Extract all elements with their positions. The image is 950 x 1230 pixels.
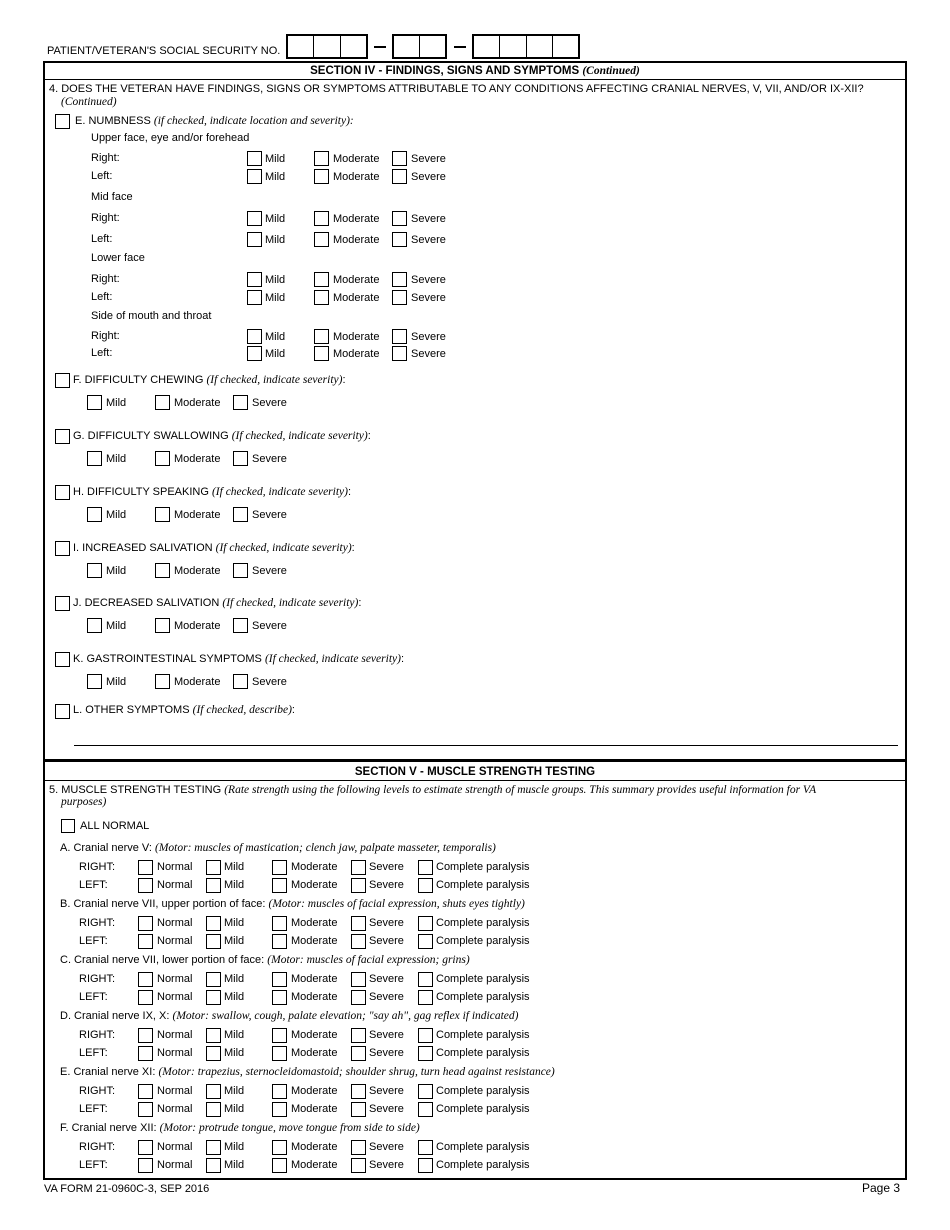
severity-label: Moderate: [174, 676, 221, 688]
nerve-left-normal-checkbox[interactable]: [138, 878, 153, 893]
strength-level-label: Mild: [224, 1159, 245, 1171]
nerve-right-severe-checkbox[interactable]: [351, 1084, 366, 1099]
nerve-right-moderate-checkbox[interactable]: [272, 1028, 287, 1043]
nerve-right-normal-checkbox[interactable]: [138, 1028, 153, 1043]
nerve-label: B. Cranial nerve VII, upper portion of face: (Motor: muscles of facial expression, shuts eyes tightly): [60, 898, 525, 910]
numbness-group-label: Side of mouth and throat: [91, 310, 212, 322]
nerve-left-moderate-checkbox[interactable]: [272, 934, 287, 949]
numbness-right-mild-checkbox[interactable]: [247, 329, 262, 344]
nerve-label: F. Cranial nerve XII: (Motor: protrude tongue, move tongue from side to side): [60, 1122, 420, 1134]
section-4-title: SECTION IV - FINDINGS, SIGNS AND SYMPTOMS (Continued): [44, 61, 906, 80]
severity-label: Mild: [106, 397, 127, 409]
nerve-label: A. Cranial nerve V: (Motor: muscles of mastication; clench jaw, palpate masseter, temporalis): [60, 842, 496, 854]
chewing-checkbox[interactable]: [55, 373, 70, 388]
numbness-left-moderate-checkbox[interactable]: [314, 290, 329, 305]
nerve-right-moderate-checkbox[interactable]: [272, 972, 287, 987]
nerve-right-label: RIGHT:: [79, 917, 116, 929]
other-symptoms-checkbox[interactable]: [55, 704, 70, 719]
question-4: 4. DOES THE VETERAN HAVE FINDINGS, SIGNS OR SYMPTOMS ATTRIBUTABLE TO ANY CONDITIONS AFFECTING CRANIAL NERVES, V, VII, AND/OR IX-XII?: [49, 83, 864, 95]
nerve-left-label: LEFT:: [79, 1103, 108, 1115]
severity-label: Severe: [252, 676, 287, 688]
severity-label: Severe: [411, 153, 446, 165]
strength-level-label: Complete paralysis: [436, 879, 530, 891]
severity-label: Severe: [411, 292, 446, 304]
page-number: Page 3: [862, 1181, 901, 1195]
strength-level-label: Mild: [224, 1141, 245, 1153]
numbness-left-severe-checkbox[interactable]: [392, 346, 407, 361]
severity-label: Moderate: [174, 509, 221, 521]
nerve-left-severe-checkbox[interactable]: [351, 1158, 366, 1173]
strength-level-label: Normal: [157, 879, 193, 891]
other-symptoms-label: L. OTHER SYMPTOMS (If checked, describe):: [73, 704, 295, 716]
nerve-right-complete-paralysis-checkbox[interactable]: [418, 1084, 433, 1099]
chewing-mild-checkbox[interactable]: [87, 395, 102, 410]
decreased-salivation-checkbox[interactable]: [55, 596, 70, 611]
numbness-right-mild-checkbox[interactable]: [247, 272, 262, 287]
numbness-right-label: Right:: [91, 330, 120, 342]
numbness-left-severe-checkbox[interactable]: [392, 290, 407, 305]
strength-level-label: Moderate: [291, 1103, 338, 1115]
severity-label: Moderate: [333, 331, 380, 343]
nerve-left-complete-paralysis-checkbox[interactable]: [418, 1102, 433, 1117]
nerve-right-mild-checkbox[interactable]: [206, 1028, 221, 1043]
decreased-salivation-mild-checkbox[interactable]: [87, 618, 102, 633]
increased-salivation-severe-checkbox[interactable]: [233, 563, 248, 578]
nerve-right-severe-checkbox[interactable]: [351, 916, 366, 931]
numbness-left-label: Left:: [91, 170, 113, 182]
strength-level-label: Severe: [369, 1141, 404, 1153]
strength-level-label: Normal: [157, 1159, 193, 1171]
strength-level-label: Normal: [157, 1141, 193, 1153]
nerve-left-mild-checkbox[interactable]: [206, 1102, 221, 1117]
severity-label: Severe: [252, 453, 287, 465]
strength-level-label: Moderate: [291, 861, 338, 873]
numbness-left-mild-checkbox[interactable]: [247, 232, 262, 247]
severity-label: Severe: [411, 348, 446, 360]
strength-level-label: Moderate: [291, 991, 338, 1003]
severity-label: Severe: [252, 509, 287, 521]
ssn-area-input[interactable]: [286, 34, 368, 59]
nerve-left-mild-checkbox[interactable]: [206, 990, 221, 1005]
severity-label: Mild: [265, 234, 286, 246]
numbness-right-severe-checkbox[interactable]: [392, 272, 407, 287]
strength-level-label: Normal: [157, 1085, 193, 1097]
nerve-left-normal-checkbox[interactable]: [138, 934, 153, 949]
increased-salivation-checkbox[interactable]: [55, 541, 70, 556]
other-symptoms-input[interactable]: [74, 745, 898, 746]
nerve-left-severe-checkbox[interactable]: [351, 1046, 366, 1061]
nerve-right-mild-checkbox[interactable]: [206, 972, 221, 987]
nerve-right-severe-checkbox[interactable]: [351, 972, 366, 987]
chewing-severe-checkbox[interactable]: [233, 395, 248, 410]
numbness-right-moderate-checkbox[interactable]: [314, 211, 329, 226]
strength-level-label: Complete paralysis: [436, 861, 530, 873]
ssn-dash: [374, 46, 386, 48]
strength-level-label: Complete paralysis: [436, 1029, 530, 1041]
gastrointestinal-moderate-checkbox[interactable]: [155, 674, 170, 689]
strength-level-label: Severe: [369, 917, 404, 929]
strength-level-label: Severe: [369, 991, 404, 1003]
strength-level-label: Severe: [369, 1047, 404, 1059]
nerve-left-complete-paralysis-checkbox[interactable]: [418, 1158, 433, 1173]
strength-level-label: Moderate: [291, 879, 338, 891]
severity-label: Severe: [411, 234, 446, 246]
numbness-left-label: Left:: [91, 291, 113, 303]
gastrointestinal-checkbox[interactable]: [55, 652, 70, 667]
strength-level-label: Severe: [369, 973, 404, 985]
strength-level-label: Mild: [224, 1047, 245, 1059]
nerve-left-severe-checkbox[interactable]: [351, 878, 366, 893]
strength-level-label: Mild: [224, 991, 245, 1003]
strength-level-label: Severe: [369, 935, 404, 947]
strength-level-label: Mild: [224, 935, 245, 947]
numbness-right-mild-checkbox[interactable]: [247, 151, 262, 166]
nerve-left-normal-checkbox[interactable]: [138, 1102, 153, 1117]
nerve-label: E. Cranial nerve XI: (Motor: trapezius, sternocleidomastoid; shoulder shrug, turn head against resistance): [60, 1066, 555, 1078]
nerve-right-label: RIGHT:: [79, 1029, 116, 1041]
nerve-left-label: LEFT:: [79, 879, 108, 891]
speaking-mild-checkbox[interactable]: [87, 507, 102, 522]
question-5: 5. MUSCLE STRENGTH TESTING (Rate strength using the following levels to estimate strength of muscle groups. This summary provides useful information for VA: [49, 784, 817, 796]
strength-level-label: Severe: [369, 1029, 404, 1041]
nerve-right-complete-paralysis-checkbox[interactable]: [418, 916, 433, 931]
nerve-left-normal-checkbox[interactable]: [138, 990, 153, 1005]
nerve-left-label: LEFT:: [79, 1159, 108, 1171]
strength-level-label: Severe: [369, 861, 404, 873]
severity-label: Mild: [265, 331, 286, 343]
nerve-left-severe-checkbox[interactable]: [351, 1102, 366, 1117]
nerve-left-label: LEFT:: [79, 991, 108, 1003]
speaking-moderate-checkbox[interactable]: [155, 507, 170, 522]
strength-level-label: Moderate: [291, 973, 338, 985]
severity-label: Moderate: [333, 213, 380, 225]
severity-label: Mild: [265, 171, 286, 183]
speaking-label: H. DIFFICULTY SPEAKING (If checked, indicate severity):: [73, 486, 352, 498]
numbness-checkbox[interactable]: [55, 114, 70, 129]
nerve-right-mild-checkbox[interactable]: [206, 860, 221, 875]
speaking-severe-checkbox[interactable]: [233, 507, 248, 522]
nerve-left-mild-checkbox[interactable]: [206, 934, 221, 949]
chewing-moderate-checkbox[interactable]: [155, 395, 170, 410]
strength-level-label: Moderate: [291, 1029, 338, 1041]
numbness-right-mild-checkbox[interactable]: [247, 211, 262, 226]
numbness-right-severe-checkbox[interactable]: [392, 151, 407, 166]
nerve-left-severe-checkbox[interactable]: [351, 934, 366, 949]
numbness-left-moderate-checkbox[interactable]: [314, 346, 329, 361]
strength-level-label: Normal: [157, 1047, 193, 1059]
numbness-left-label: Left:: [91, 233, 113, 245]
numbness-left-mild-checkbox[interactable]: [247, 346, 262, 361]
numbness-left-mild-checkbox[interactable]: [247, 169, 262, 184]
nerve-left-moderate-checkbox[interactable]: [272, 990, 287, 1005]
nerve-right-label: RIGHT:: [79, 1085, 116, 1097]
strength-level-label: Moderate: [291, 935, 338, 947]
gastrointestinal-label: K. GASTROINTESTINAL SYMPTOMS (If checked, indicate severity):: [73, 653, 405, 665]
numbness-right-label: Right:: [91, 273, 120, 285]
strength-level-label: Moderate: [291, 1085, 338, 1097]
severity-label: Severe: [411, 274, 446, 286]
strength-level-label: Normal: [157, 861, 193, 873]
nerve-right-severe-checkbox[interactable]: [351, 1028, 366, 1043]
numbness-right-moderate-checkbox[interactable]: [314, 151, 329, 166]
strength-level-label: Complete paralysis: [436, 1103, 530, 1115]
numbness-left-moderate-checkbox[interactable]: [314, 232, 329, 247]
nerve-left-moderate-checkbox[interactable]: [272, 878, 287, 893]
strength-level-label: Mild: [224, 917, 245, 929]
strength-level-label: Mild: [224, 1029, 245, 1041]
nerve-left-normal-checkbox[interactable]: [138, 1046, 153, 1061]
numbness-group-label: Upper face, eye and/or forehead: [91, 132, 250, 144]
nerve-left-label: LEFT:: [79, 1047, 108, 1059]
swallowing-mild-checkbox[interactable]: [87, 451, 102, 466]
severity-label: Severe: [411, 331, 446, 343]
severity-label: Moderate: [174, 453, 221, 465]
nerve-right-mild-checkbox[interactable]: [206, 916, 221, 931]
strength-level-label: Complete paralysis: [436, 935, 530, 947]
numbness-left-mild-checkbox[interactable]: [247, 290, 262, 305]
severity-label: Mild: [265, 274, 286, 286]
numbness-right-label: Right:: [91, 212, 120, 224]
severity-label: Mild: [265, 292, 286, 304]
strength-level-label: Moderate: [291, 1047, 338, 1059]
severity-label: Severe: [252, 397, 287, 409]
strength-level-label: Complete paralysis: [436, 1141, 530, 1153]
strength-level-label: Normal: [157, 1103, 193, 1115]
swallowing-severe-checkbox[interactable]: [233, 451, 248, 466]
severity-label: Mild: [106, 453, 127, 465]
severity-label: Severe: [411, 171, 446, 183]
nerve-label: D. Cranial nerve IX, X: (Motor: swallow, cough, palate elevation; "say ah", gag reflex if indicated): [60, 1010, 519, 1022]
strength-level-label: Severe: [369, 1159, 404, 1171]
numbness-right-severe-checkbox[interactable]: [392, 329, 407, 344]
nerve-left-normal-checkbox[interactable]: [138, 1158, 153, 1173]
severity-label: Severe: [252, 565, 287, 577]
section-5-title: SECTION V - MUSCLE STRENGTH TESTING: [44, 760, 906, 781]
section-5-frame: [43, 760, 907, 1180]
strength-level-label: Mild: [224, 1103, 245, 1115]
nerve-left-mild-checkbox[interactable]: [206, 1046, 221, 1061]
strength-level-label: Moderate: [291, 917, 338, 929]
strength-level-label: Normal: [157, 917, 193, 929]
severity-label: Mild: [106, 565, 127, 577]
nerve-right-label: RIGHT:: [79, 1141, 116, 1153]
question-5-cont: purposes): [61, 796, 107, 808]
numbness-group-label: Lower face: [91, 252, 145, 264]
chewing-label: F. DIFFICULTY CHEWING (If checked, indicate severity):: [73, 374, 346, 386]
severity-label: Moderate: [333, 274, 380, 286]
numbness-left-label: Left:: [91, 347, 113, 359]
nerve-left-complete-paralysis-checkbox[interactable]: [418, 1046, 433, 1061]
nerve-right-moderate-checkbox[interactable]: [272, 1140, 287, 1155]
numbness-right-severe-checkbox[interactable]: [392, 211, 407, 226]
severity-label: Mild: [265, 153, 286, 165]
strength-level-label: Normal: [157, 991, 193, 1003]
numbness-left-severe-checkbox[interactable]: [392, 232, 407, 247]
strength-level-label: Complete paralysis: [436, 973, 530, 985]
nerve-left-complete-paralysis-checkbox[interactable]: [418, 878, 433, 893]
form-id: VA FORM 21-0960C-3, SEP 2016: [44, 1183, 210, 1195]
nerve-left-moderate-checkbox[interactable]: [272, 1102, 287, 1117]
strength-level-label: Mild: [224, 973, 245, 985]
nerve-right-normal-checkbox[interactable]: [138, 916, 153, 931]
nerve-right-normal-checkbox[interactable]: [138, 972, 153, 987]
strength-level-label: Normal: [157, 935, 193, 947]
severity-label: Moderate: [333, 171, 380, 183]
severity-label: Moderate: [333, 234, 380, 246]
severity-label: Mild: [106, 676, 127, 688]
nerve-left-label: LEFT:: [79, 935, 108, 947]
increased-salivation-mild-checkbox[interactable]: [87, 563, 102, 578]
severity-label: Moderate: [333, 292, 380, 304]
strength-level-label: Normal: [157, 973, 193, 985]
nerve-right-moderate-checkbox[interactable]: [272, 1084, 287, 1099]
decreased-salivation-label: J. DECREASED SALIVATION (If checked, indicate severity):: [73, 597, 362, 609]
question-4-cont: (Continued): [61, 96, 117, 108]
ssn-label: PATIENT/VETERAN'S SOCIAL SECURITY NO.: [47, 45, 281, 57]
nerve-right-complete-paralysis-checkbox[interactable]: [418, 1028, 433, 1043]
speaking-checkbox[interactable]: [55, 485, 70, 500]
swallowing-checkbox[interactable]: [55, 429, 70, 444]
nerve-left-moderate-checkbox[interactable]: [272, 1158, 287, 1173]
strength-level-label: Complete paralysis: [436, 991, 530, 1003]
gastrointestinal-severe-checkbox[interactable]: [233, 674, 248, 689]
swallowing-moderate-checkbox[interactable]: [155, 451, 170, 466]
strength-level-label: Complete paralysis: [436, 1085, 530, 1097]
ssn-dash: [454, 46, 466, 48]
increased-salivation-moderate-checkbox[interactable]: [155, 563, 170, 578]
severity-label: Moderate: [333, 153, 380, 165]
decreased-salivation-moderate-checkbox[interactable]: [155, 618, 170, 633]
strength-level-label: Moderate: [291, 1141, 338, 1153]
numbness-left-severe-checkbox[interactable]: [392, 169, 407, 184]
nerve-left-mild-checkbox[interactable]: [206, 1158, 221, 1173]
nerve-right-normal-checkbox[interactable]: [138, 1084, 153, 1099]
nerve-right-normal-checkbox[interactable]: [138, 860, 153, 875]
nerve-right-moderate-checkbox[interactable]: [272, 916, 287, 931]
nerve-right-label: RIGHT:: [79, 861, 116, 873]
severity-label: Severe: [252, 620, 287, 632]
nerve-right-complete-paralysis-checkbox[interactable]: [418, 1140, 433, 1155]
ssn-serial-input[interactable]: [472, 34, 580, 59]
strength-level-label: Moderate: [291, 1159, 338, 1171]
nerve-right-complete-paralysis-checkbox[interactable]: [418, 860, 433, 875]
strength-level-label: Complete paralysis: [436, 1047, 530, 1059]
severity-label: Moderate: [174, 620, 221, 632]
nerve-right-mild-checkbox[interactable]: [206, 1140, 221, 1155]
nerve-left-moderate-checkbox[interactable]: [272, 1046, 287, 1061]
strength-level-label: Severe: [369, 879, 404, 891]
decreased-salivation-severe-checkbox[interactable]: [233, 618, 248, 633]
strength-level-label: Complete paralysis: [436, 917, 530, 929]
nerve-left-severe-checkbox[interactable]: [351, 990, 366, 1005]
numbness-right-moderate-checkbox[interactable]: [314, 272, 329, 287]
severity-label: Mild: [106, 509, 127, 521]
strength-level-label: Severe: [369, 1085, 404, 1097]
nerve-left-complete-paralysis-checkbox[interactable]: [418, 990, 433, 1005]
severity-label: Moderate: [174, 565, 221, 577]
numbness-right-moderate-checkbox[interactable]: [314, 329, 329, 344]
numbness-left-moderate-checkbox[interactable]: [314, 169, 329, 184]
severity-label: Severe: [411, 213, 446, 225]
nerve-left-mild-checkbox[interactable]: [206, 878, 221, 893]
severity-label: Mild: [265, 348, 286, 360]
strength-level-label: Mild: [224, 1085, 245, 1097]
all-normal-label: ALL NORMAL: [80, 820, 150, 832]
strength-level-label: Severe: [369, 1103, 404, 1115]
nerve-right-moderate-checkbox[interactable]: [272, 860, 287, 875]
strength-level-label: Mild: [224, 861, 245, 873]
nerve-right-label: RIGHT:: [79, 973, 116, 985]
nerve-right-complete-paralysis-checkbox[interactable]: [418, 972, 433, 987]
all-normal-checkbox[interactable]: [61, 819, 75, 833]
strength-level-label: Complete paralysis: [436, 1159, 530, 1171]
strength-level-label: Normal: [157, 1029, 193, 1041]
swallowing-label: G. DIFFICULTY SWALLOWING (If checked, indicate severity):: [73, 430, 371, 442]
severity-label: Moderate: [174, 397, 221, 409]
numbness-right-label: Right:: [91, 152, 120, 164]
strength-level-label: Mild: [224, 879, 245, 891]
nerve-left-complete-paralysis-checkbox[interactable]: [418, 934, 433, 949]
nerve-right-normal-checkbox[interactable]: [138, 1140, 153, 1155]
nerve-right-mild-checkbox[interactable]: [206, 1084, 221, 1099]
numbness-label: E. NUMBNESS (if checked, indicate location and severity):: [75, 115, 354, 127]
nerve-right-severe-checkbox[interactable]: [351, 1140, 366, 1155]
severity-label: Mild: [106, 620, 127, 632]
severity-label: Moderate: [333, 348, 380, 360]
ssn-group-input[interactable]: [392, 34, 447, 59]
severity-label: Mild: [265, 213, 286, 225]
numbness-group-label: Mid face: [91, 191, 133, 203]
nerve-label: C. Cranial nerve VII, lower portion of face: (Motor: muscles of facial expression; grins): [60, 954, 470, 966]
nerve-right-severe-checkbox[interactable]: [351, 860, 366, 875]
gastrointestinal-mild-checkbox[interactable]: [87, 674, 102, 689]
increased-salivation-label: I. INCREASED SALIVATION (If checked, indicate severity):: [73, 542, 355, 554]
